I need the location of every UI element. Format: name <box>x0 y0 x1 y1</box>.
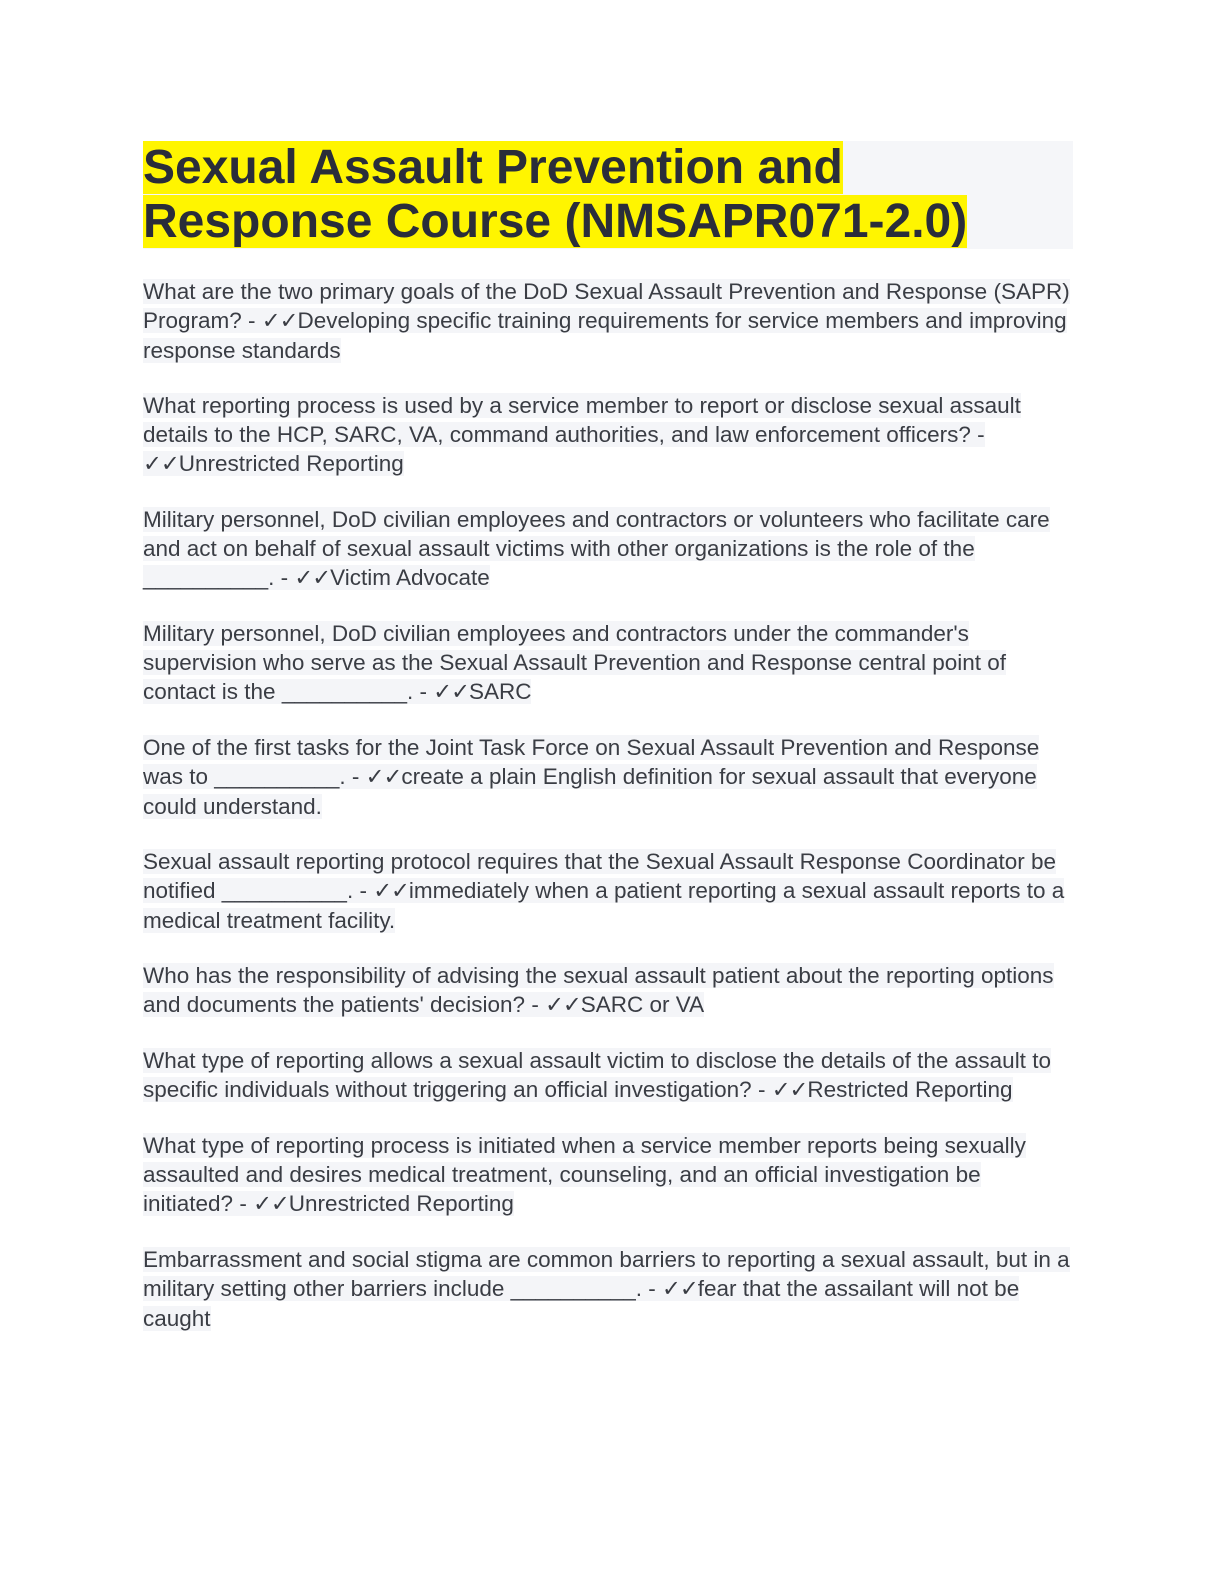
answer-text: SARC <box>468 679 532 704</box>
qa-item <box>143 847 1073 935</box>
separator: - <box>353 878 374 903</box>
separator: - <box>751 1077 772 1102</box>
document-page <box>143 141 1073 1359</box>
qa-item <box>143 391 1073 479</box>
document-title <box>143 141 1073 249</box>
answer-text: immediately when a patient reporting a sexual assault reports to a medical treatment facility. <box>143 878 1065 933</box>
separator: - <box>274 565 295 590</box>
check-icon: ✓✓ <box>545 992 581 1018</box>
check-icon: ✓✓ <box>253 1191 289 1217</box>
qa-item <box>143 277 1073 365</box>
qa-item <box>143 619 1073 707</box>
title-highlight: Sexual Assault Prevention and Response Course (NMSAPR071-2.0) <box>143 141 968 248</box>
answer-text: Developing specific training requirements for service members and improving response standards <box>143 308 1067 363</box>
question-text: Sexual assault reporting protocol requires that the Sexual Assault Response Coordinator be notified __________. <box>143 849 1057 903</box>
qa-list <box>143 277 1073 1333</box>
question-text: What reporting process is used by a service member to report or disclose sexual assault details to the HCP, SARC, VA, command authorities, and law enforcement officers? <box>143 393 1021 447</box>
separator: - <box>642 1276 663 1301</box>
answer-text: fear that the assailant will not be caught <box>143 1276 1020 1331</box>
separator: - <box>970 422 985 447</box>
separator: - <box>233 1191 254 1216</box>
question-text: Embarrassment and social stigma are common barriers to reporting a sexual assault, but in a military setting other barriers include __________. <box>143 1247 1070 1301</box>
answer-text: SARC or VA <box>580 992 705 1017</box>
check-icon: ✓✓ <box>365 764 402 790</box>
qa-item <box>143 1245 1073 1333</box>
answer-text: Unrestricted Reporting <box>178 451 404 476</box>
answer-text: Victim Advocate <box>330 565 490 590</box>
question-text: What are the two primary goals of the DoD Sexual Assault Prevention and Response (SAPR) Program? <box>143 279 1070 333</box>
check-icon: ✓✓ <box>433 679 469 705</box>
qa-item <box>143 1046 1073 1105</box>
check-icon: ✓✓ <box>143 451 179 477</box>
title-block <box>143 141 1073 249</box>
check-icon: ✓✓ <box>662 1276 698 1302</box>
separator: - <box>241 308 262 333</box>
answer-text: Unrestricted Reporting <box>288 1191 514 1216</box>
check-icon: ✓✓ <box>771 1077 808 1103</box>
answer-text: Restricted Reporting <box>807 1077 1013 1102</box>
question-text: Who has the responsibility of advising the sexual assault patient about the reporting options and documents the patients' decision? <box>143 963 1054 1017</box>
answer-text: create a plain English definition for sexual assault that everyone could understand. <box>143 764 1037 819</box>
separator: - <box>413 679 434 704</box>
qa-item <box>143 1131 1073 1219</box>
question-text: What type of reporting process is initiated when a service member reports being sexually assaulted and desires medical treatment, counseling, and an official investigation be initiated? <box>143 1133 1026 1216</box>
question-text: Military personnel, DoD civilian employees and contractors under the commander's supervision who serve as the Sexual Assault Prevention and Response central point of contact is the __________. <box>143 621 1007 704</box>
check-icon: ✓✓ <box>261 308 298 334</box>
separator: - <box>525 992 546 1017</box>
check-icon: ✓✓ <box>294 565 331 591</box>
question-text: One of the first tasks for the Joint Task Force on Sexual Assault Prevention and Response was to __________. <box>143 735 1040 789</box>
qa-item <box>143 505 1073 593</box>
check-icon: ✓✓ <box>373 878 409 904</box>
question-text: What type of reporting allows a sexual assault victim to disclose the details of the assault to specific individuals without triggering an official investigation? <box>143 1048 1051 1102</box>
qa-item <box>143 961 1073 1020</box>
qa-item <box>143 733 1073 821</box>
question-text: Military personnel, DoD civilian employees and contractors or volunteers who facilitate care and act on behalf of sexual assault victims with other organizations is the role of the __________. <box>143 507 1050 590</box>
separator: - <box>345 764 366 789</box>
